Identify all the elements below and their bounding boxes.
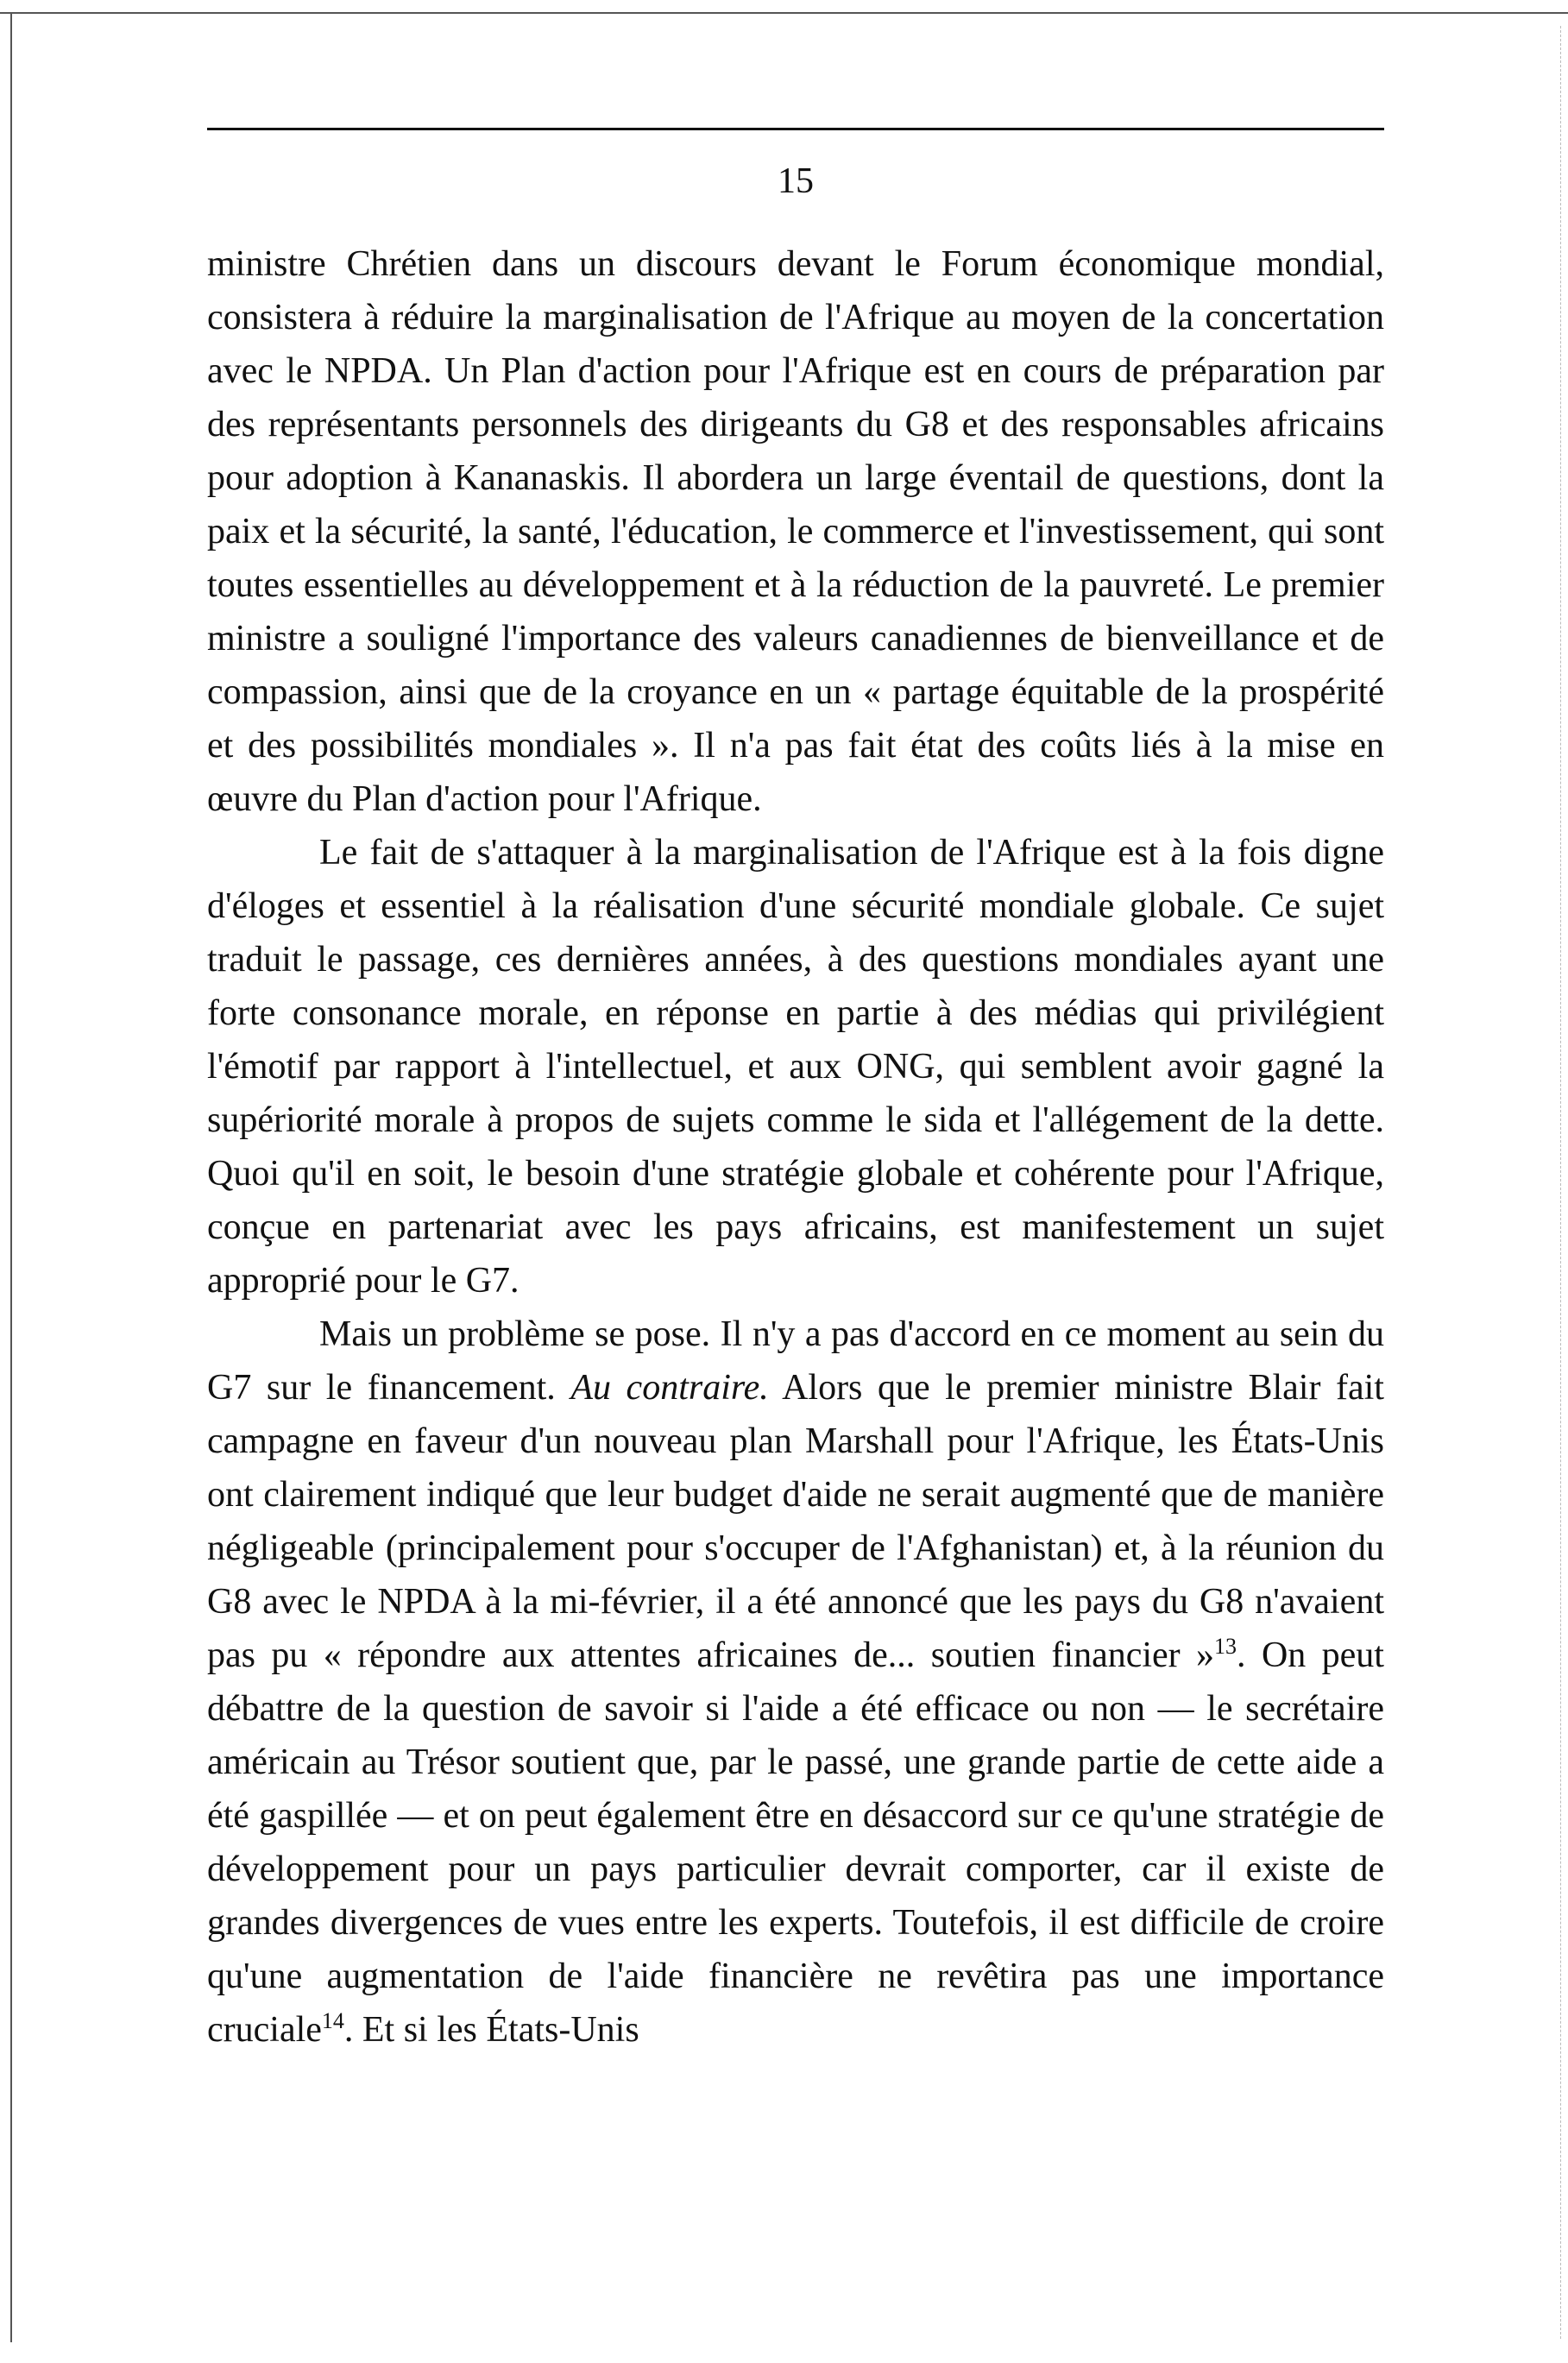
italic-phrase: Au contraire. [570, 1368, 769, 1408]
body-text [207, 237, 1384, 2057]
text-run: ministre Chrétien dans un discours devant le Forum économique mondial, consistera à réduire la marginalisation de l'Afrique au moyen de la concertation avec le NPDA. Un Plan d'action pour l'Afrique est en cours de préparation par des représentants personnels des dirigeants du G8 et des responsables africains pour adoption à Kananaskis. Il abordera un large éventail de questions, dont la paix et la sécurité, la santé, l'éducation, le commerce et l'investissement, qui sont toutes essentielles au développement et à la réduction de la pauvreté. Le premier ministre a souligné l'importance des valeurs canadiennes de bienveillance et de compassion, ainsi que de la croyance en un « partage équitable de la prospérité et des possibilités mondiales ». Il n'a pas fait état des coûts liés à la mise en œuvre du Plan d'action pour l'Afrique. [207, 244, 1384, 819]
scan-edge-top [0, 12, 1568, 14]
text-run: . On peut débattre de la question de savoir si l'aide a été efficace ou non — le secrétaire américain au Trésor soutient que, par le passé, une grande partie de cette aide a été gaspillée — et on peut également être en désaccord sur ce qu'une stratégie de développement pour un pays particulier devrait comporter, car il existe de grandes divergences de vues entre les experts. Toutefois, il est difficile de croire qu'une augmentation de l'aide financière ne revêtira pas une importance cruciale [207, 1635, 1384, 2050]
footnote-reference: 14 [321, 2008, 344, 2033]
paragraph [207, 826, 1384, 1308]
scan-edge-left [10, 12, 12, 2342]
paragraph [207, 237, 1384, 826]
footnote-reference: 13 [1214, 1634, 1237, 1659]
text-run: Mais un problème se pose. Il n'y a pas d'accord en ce moment au sein du G7 sur le financement. [207, 1314, 1384, 1408]
page-number: 15 [778, 161, 814, 201]
scan-edge-right [1560, 26, 1561, 2339]
text-run: . Et si les États-Unis [343, 2010, 639, 2050]
paragraph [207, 1308, 1384, 2057]
header-rule [207, 128, 1384, 130]
text-run: Le fait de s'attaquer à la marginalisation de l'Afrique est à la fois digne d'éloges et essentiel à la réalisation d'une sécurité mondiale globale. Ce sujet traduit le passage, ces dernières années, à des questions mondiales ayant une forte consonance morale, en réponse en partie à des médias qui privilégient l'émotif par rapport à l'intellectuel, et aux ONG, qui semblent avoir gagné la supériorité morale à propos de sujets comme le sida et l'allégement de la dette. Quoi qu'il en soit, le besoin d'une stratégie globale et cohérente pour l'Afrique, conçue en partenariat avec les pays africains, est manifestement un sujet approprié pour le G7. [207, 833, 1384, 1301]
text-run: Alors que le premier ministre Blair fait campagne en faveur d'un nouveau plan Marshall pour l'Afrique, les États-Unis ont clairement indiqué que leur budget d'aide ne serait augmenté que de manière négligeable (principalement pour s'occuper de l'Afghanistan) et, à la réunion du G8 avec le NPDA à la mi-février, il a été annoncé que les pays du G8 n'avaient pas pu « répondre aux attentes africaines de... soutien financier » [207, 1368, 1384, 1675]
